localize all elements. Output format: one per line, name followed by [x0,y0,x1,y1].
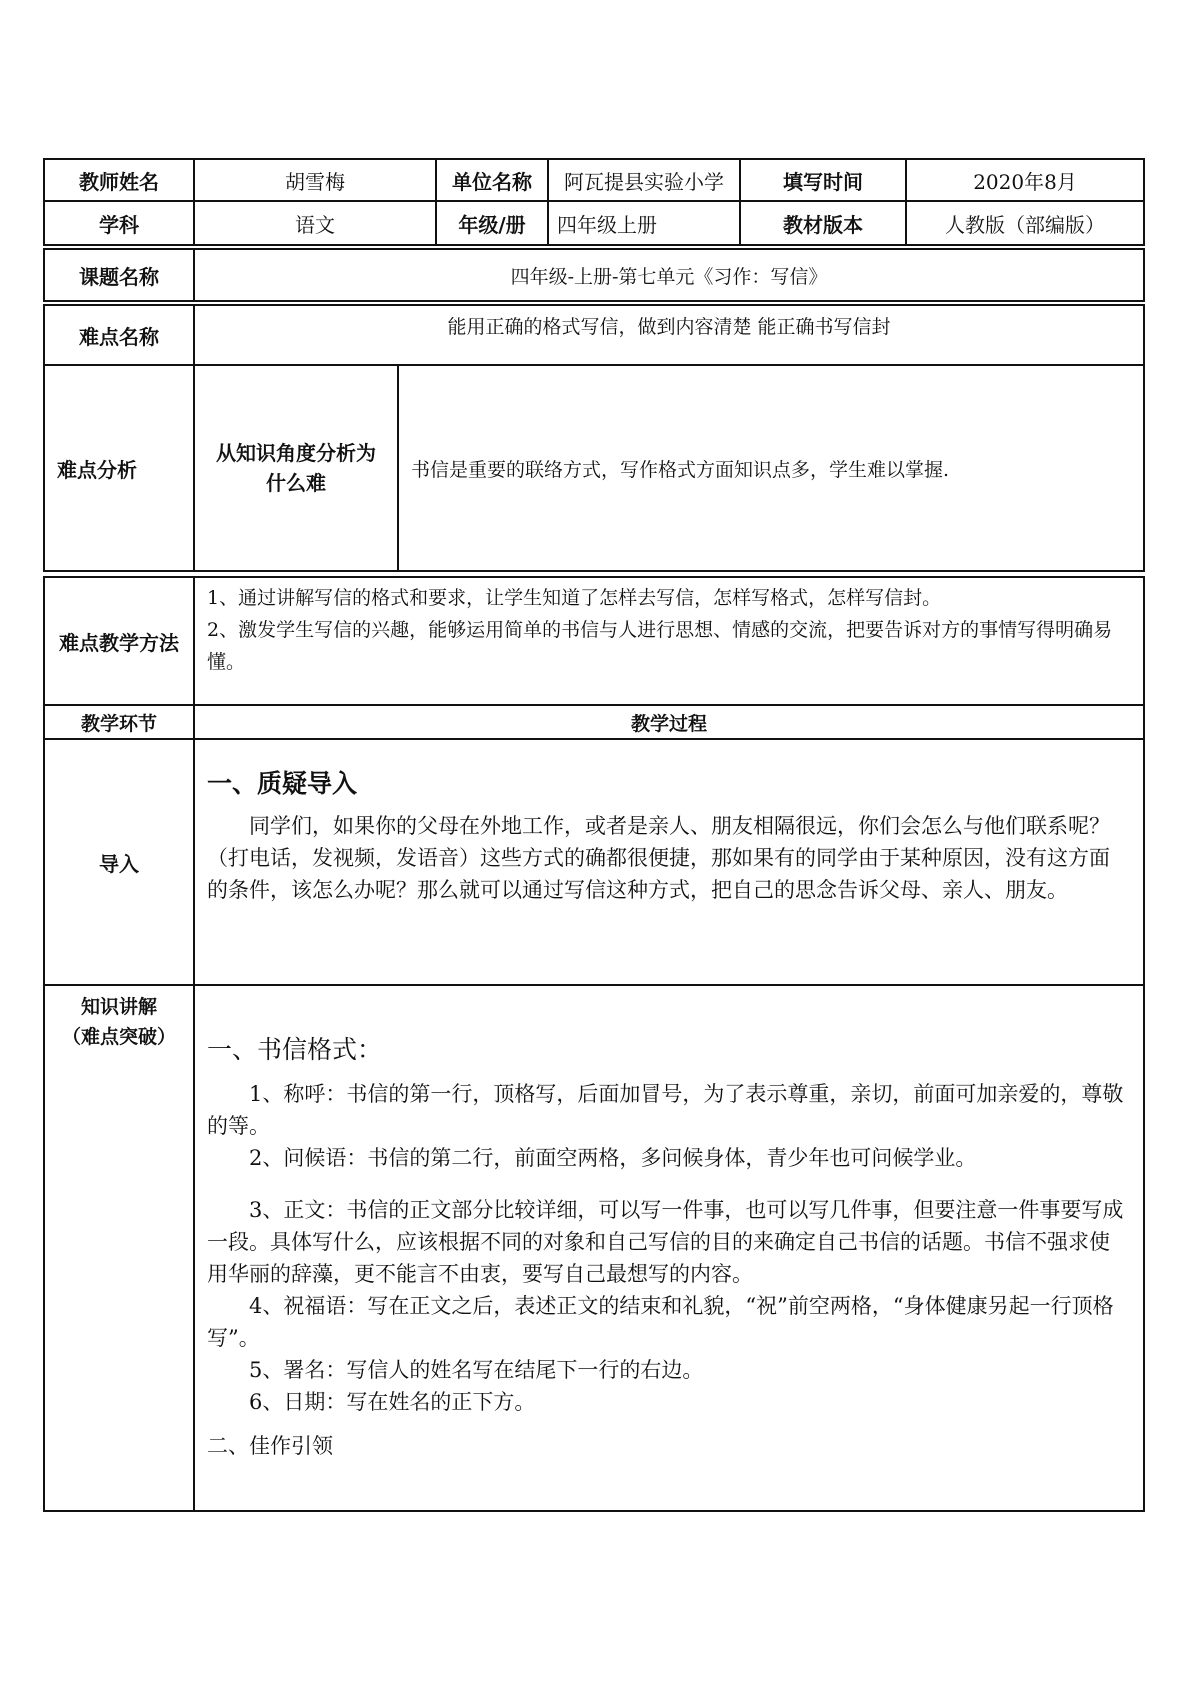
fill-time-value: 2020年8月 [905,158,1145,202]
textbook-value: 人教版（部编版） [905,200,1145,246]
teacher-name-value: 胡雪梅 [193,158,437,202]
knowledge-label [43,984,195,1512]
method-label: 难点教学方法 [43,576,195,706]
knowledge-heading: 一、书信格式： [207,1035,383,1064]
knowledge-content [193,984,1145,1512]
subject-value: 语文 [193,200,437,246]
process-header: 教学过程 [193,704,1145,740]
difficulty-label: 难点名称 [43,304,195,366]
knowledge-label-line2: （难点突破） [61,1026,176,1048]
knowledge-item-1: 1、称呼：书信的第一行，顶格写，后面加冒号，为了表示尊重，亲切，前面可加亲爱的，尊敬的等。 [207,1082,1124,1138]
knowledge-item-5: 5、署名：写信人的姓名写在结尾下一行的右边。 [249,1358,704,1382]
intro-text: 同学们，如果你的父母在外地工作，或者是亲人、朋友相隔很远，你们会怎么与他们联系呢？（打电话，发视频，发语音）这些方式的确都很便捷，那如果有的同学由于某种原因，没有这方面的条件，该怎么办呢？那么就可以通过写信这种方式，把自己的思念告诉父母、亲人、朋友。 [207,814,1110,902]
knowledge-item-4: 4、祝福语：写在正文之后，表述正文的结束和礼貌，“祝”前空两格，“身体健康另起一行顶格写”。 [207,1294,1114,1350]
grade-label: 年级/册 [435,200,549,246]
fill-time-label: 填写时间 [739,158,907,202]
stage-header: 教学环节 [43,704,195,740]
intro-heading: 一、质疑导入 [207,769,358,798]
analysis-value: 书信是重要的联络方式，写作格式方面知识点多，学生难以掌握. [397,364,1145,572]
unit-name-value: 阿瓦提县实验小学 [547,158,741,202]
grade-value: 四年级上册 [547,200,741,246]
topic-label: 课题名称 [43,248,195,302]
knowledge-subheading: 二、佳作引领 [207,1434,333,1458]
knowledge-item-2: 2、问候语：书信的第二行，前面空两格，多问候身体，青少年也可问候学业。 [249,1146,977,1170]
difficulty-value: 能用正确的格式写信，做到内容清楚 能正确书写信封 [193,304,1145,366]
textbook-label: 教材版本 [739,200,907,246]
teacher-name-label: 教师姓名 [43,158,195,202]
intro-content [193,738,1145,986]
topic-value: 四年级-上册-第七单元《习作：写信》 [193,248,1145,302]
knowledge-item-6: 6、日期：写在姓名的正下方。 [249,1390,536,1414]
knowledge-item-3: 3、正文：书信的正文部分比较详细，可以写一件事，也可以写几件事，但要注意一件事要写成一段。具体写什么，应该根据不同的对象和自己写信的目的来确定自己书信的话题。书信不强求使用华丽的辞藻，更不能言不由衷，要写自己最想写的内容。 [207,1198,1124,1286]
unit-name-label: 单位名称 [435,158,549,202]
analysis-sub-label: 从知识角度分析为什么难 [193,364,399,572]
method-line-1: 1、通过讲解写信的格式和要求，让学生知道了怎样去写信，怎样写格式，怎样写信封。 [207,587,942,609]
method-line-2: 2、激发学生写信的兴趣，能够运用简单的书信与人进行思想、情感的交流，把要告诉对方的事情写得明确易懂。 [207,619,1113,673]
analysis-label: 难点分析 [43,364,195,572]
subject-label: 学科 [43,200,195,246]
knowledge-label-line1: 知识讲解 [80,996,157,1018]
intro-label: 导入 [43,738,195,986]
method-content [193,576,1145,706]
